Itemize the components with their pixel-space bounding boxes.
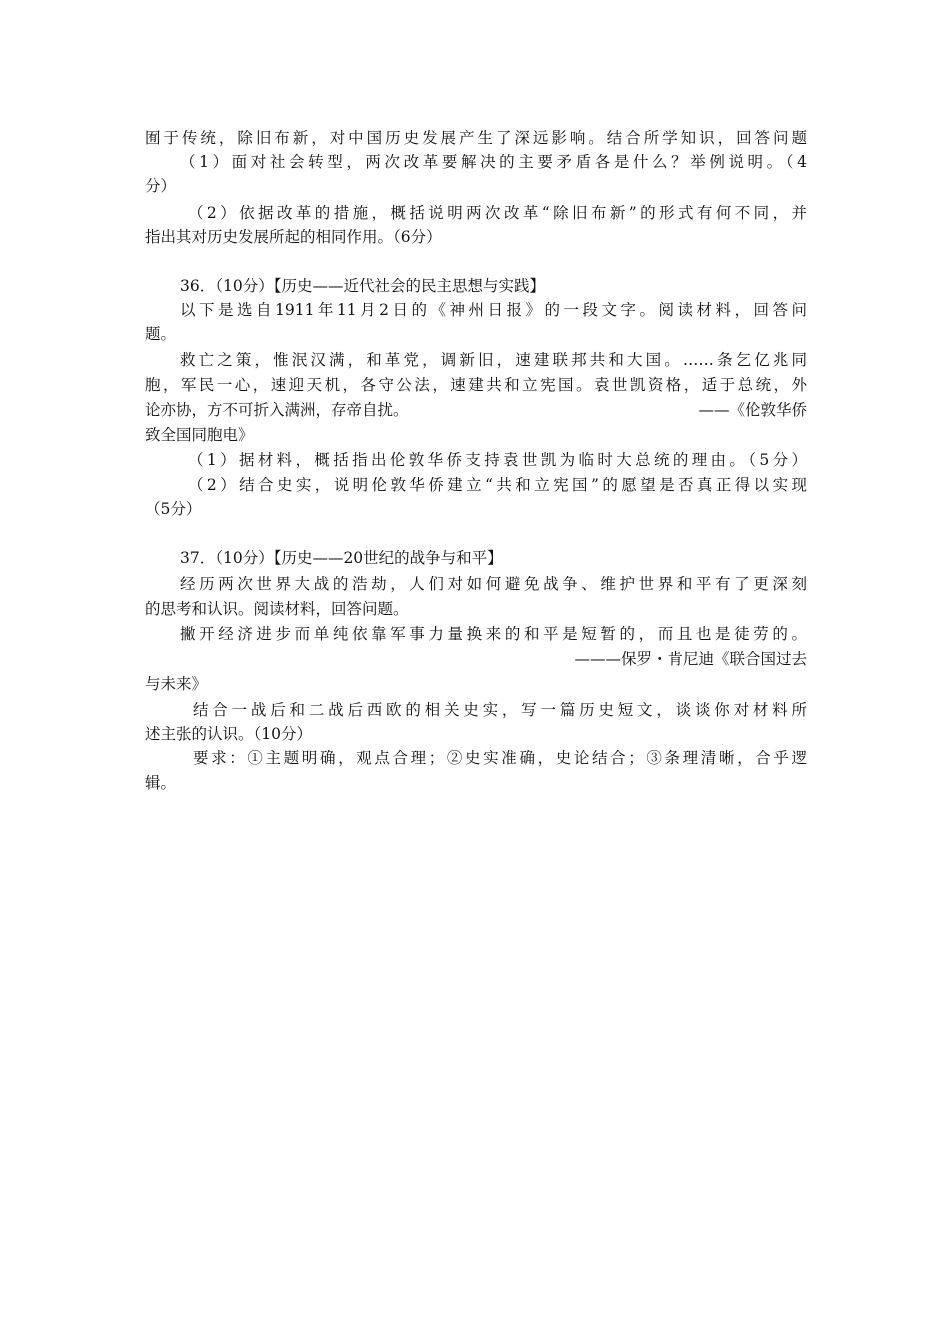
q37-task-line1: 结合一战后和二战后西欧的相关史实，写一篇历史短文，谈谈你对材料所: [193, 701, 807, 719]
q37-req-line2: 辑。: [145, 774, 177, 792]
q36-material-line2: 胞，军民一心，速迎天机，各守公法，速建共和立宪国。袁世凯资格，适于总统，外: [145, 376, 807, 394]
q37-task-line2: 述主张的认识。（10分）: [145, 725, 312, 743]
q37-intro-line2: 的思考和认识。阅读材料，回答问题。: [145, 600, 409, 618]
q36-source-part1: ——《伦敦华侨: [698, 401, 807, 419]
q36-sub2-line2: （5分）: [145, 500, 202, 518]
q37-req-line1: 要求：①主题明确，观点合理；②史实准确，史论结合；③条理清晰，合乎逻: [193, 749, 807, 767]
q36-sub1: （1）据材料，概括指出伦敦华侨支持袁世凯为临时大总统的理由。（5分）: [188, 451, 807, 469]
q36-source-part2: 致全国同胞电》: [145, 426, 254, 444]
q37-source-part1: ———保罗・肯尼迪《联合国过去: [574, 650, 807, 668]
q35-sub2-line2: 指出其对历史发展所起的相同作用。（6分）: [145, 228, 442, 246]
q35-sub1-line2: 分）: [145, 177, 177, 195]
q36-material-line3: 论亦协，方不可折入满洲，存帝自扰。: [145, 401, 409, 419]
q36-heading: 36．（10分）【历史——近代社会的民主思想与实践】: [180, 277, 545, 295]
q35-sub1-line1: （1）面对社会转型，两次改革要解决的主要矛盾各是什么？举例说明。（4: [180, 153, 807, 171]
q36-intro-line2: 题。: [145, 325, 177, 343]
q37-material: 撇开经济进步而单纯依靠军事力量换来的和平是短暂的，而且也是徒劳的。: [180, 625, 807, 643]
q35-sub2-line1: （2）依据改革的措施，概括说明两次改革“除旧布新”的形式有何不同，并: [188, 204, 807, 222]
q36-intro-line1: 以下是选自1911年11月2日的《神州日报》的一段文字。阅读材料，回答问: [180, 301, 807, 319]
q37-intro-line1: 经历两次世界大战的浩劫，人们对如何避免战争、维护世界和平有了更深刻: [180, 575, 807, 593]
q36-material-line1: 救亡之策，惟泯汉满，和革党，调新旧，速建联邦共和大国。……条乞亿兆同: [180, 351, 807, 369]
q37-source-part2: 与未来》: [145, 675, 208, 693]
q37-heading: 37．（10分）【历史——20世纪的战争与和平】: [180, 549, 503, 567]
q35-intro-tail: 囿于传统，除旧布新，对中国历史发展产生了深远影响。结合所学知识，回答问题: [145, 129, 807, 147]
q36-sub2-line1: （2）结合史实，说明伦敦华侨建立“共和立宪国”的愿望是否真正得以实现: [188, 476, 807, 494]
